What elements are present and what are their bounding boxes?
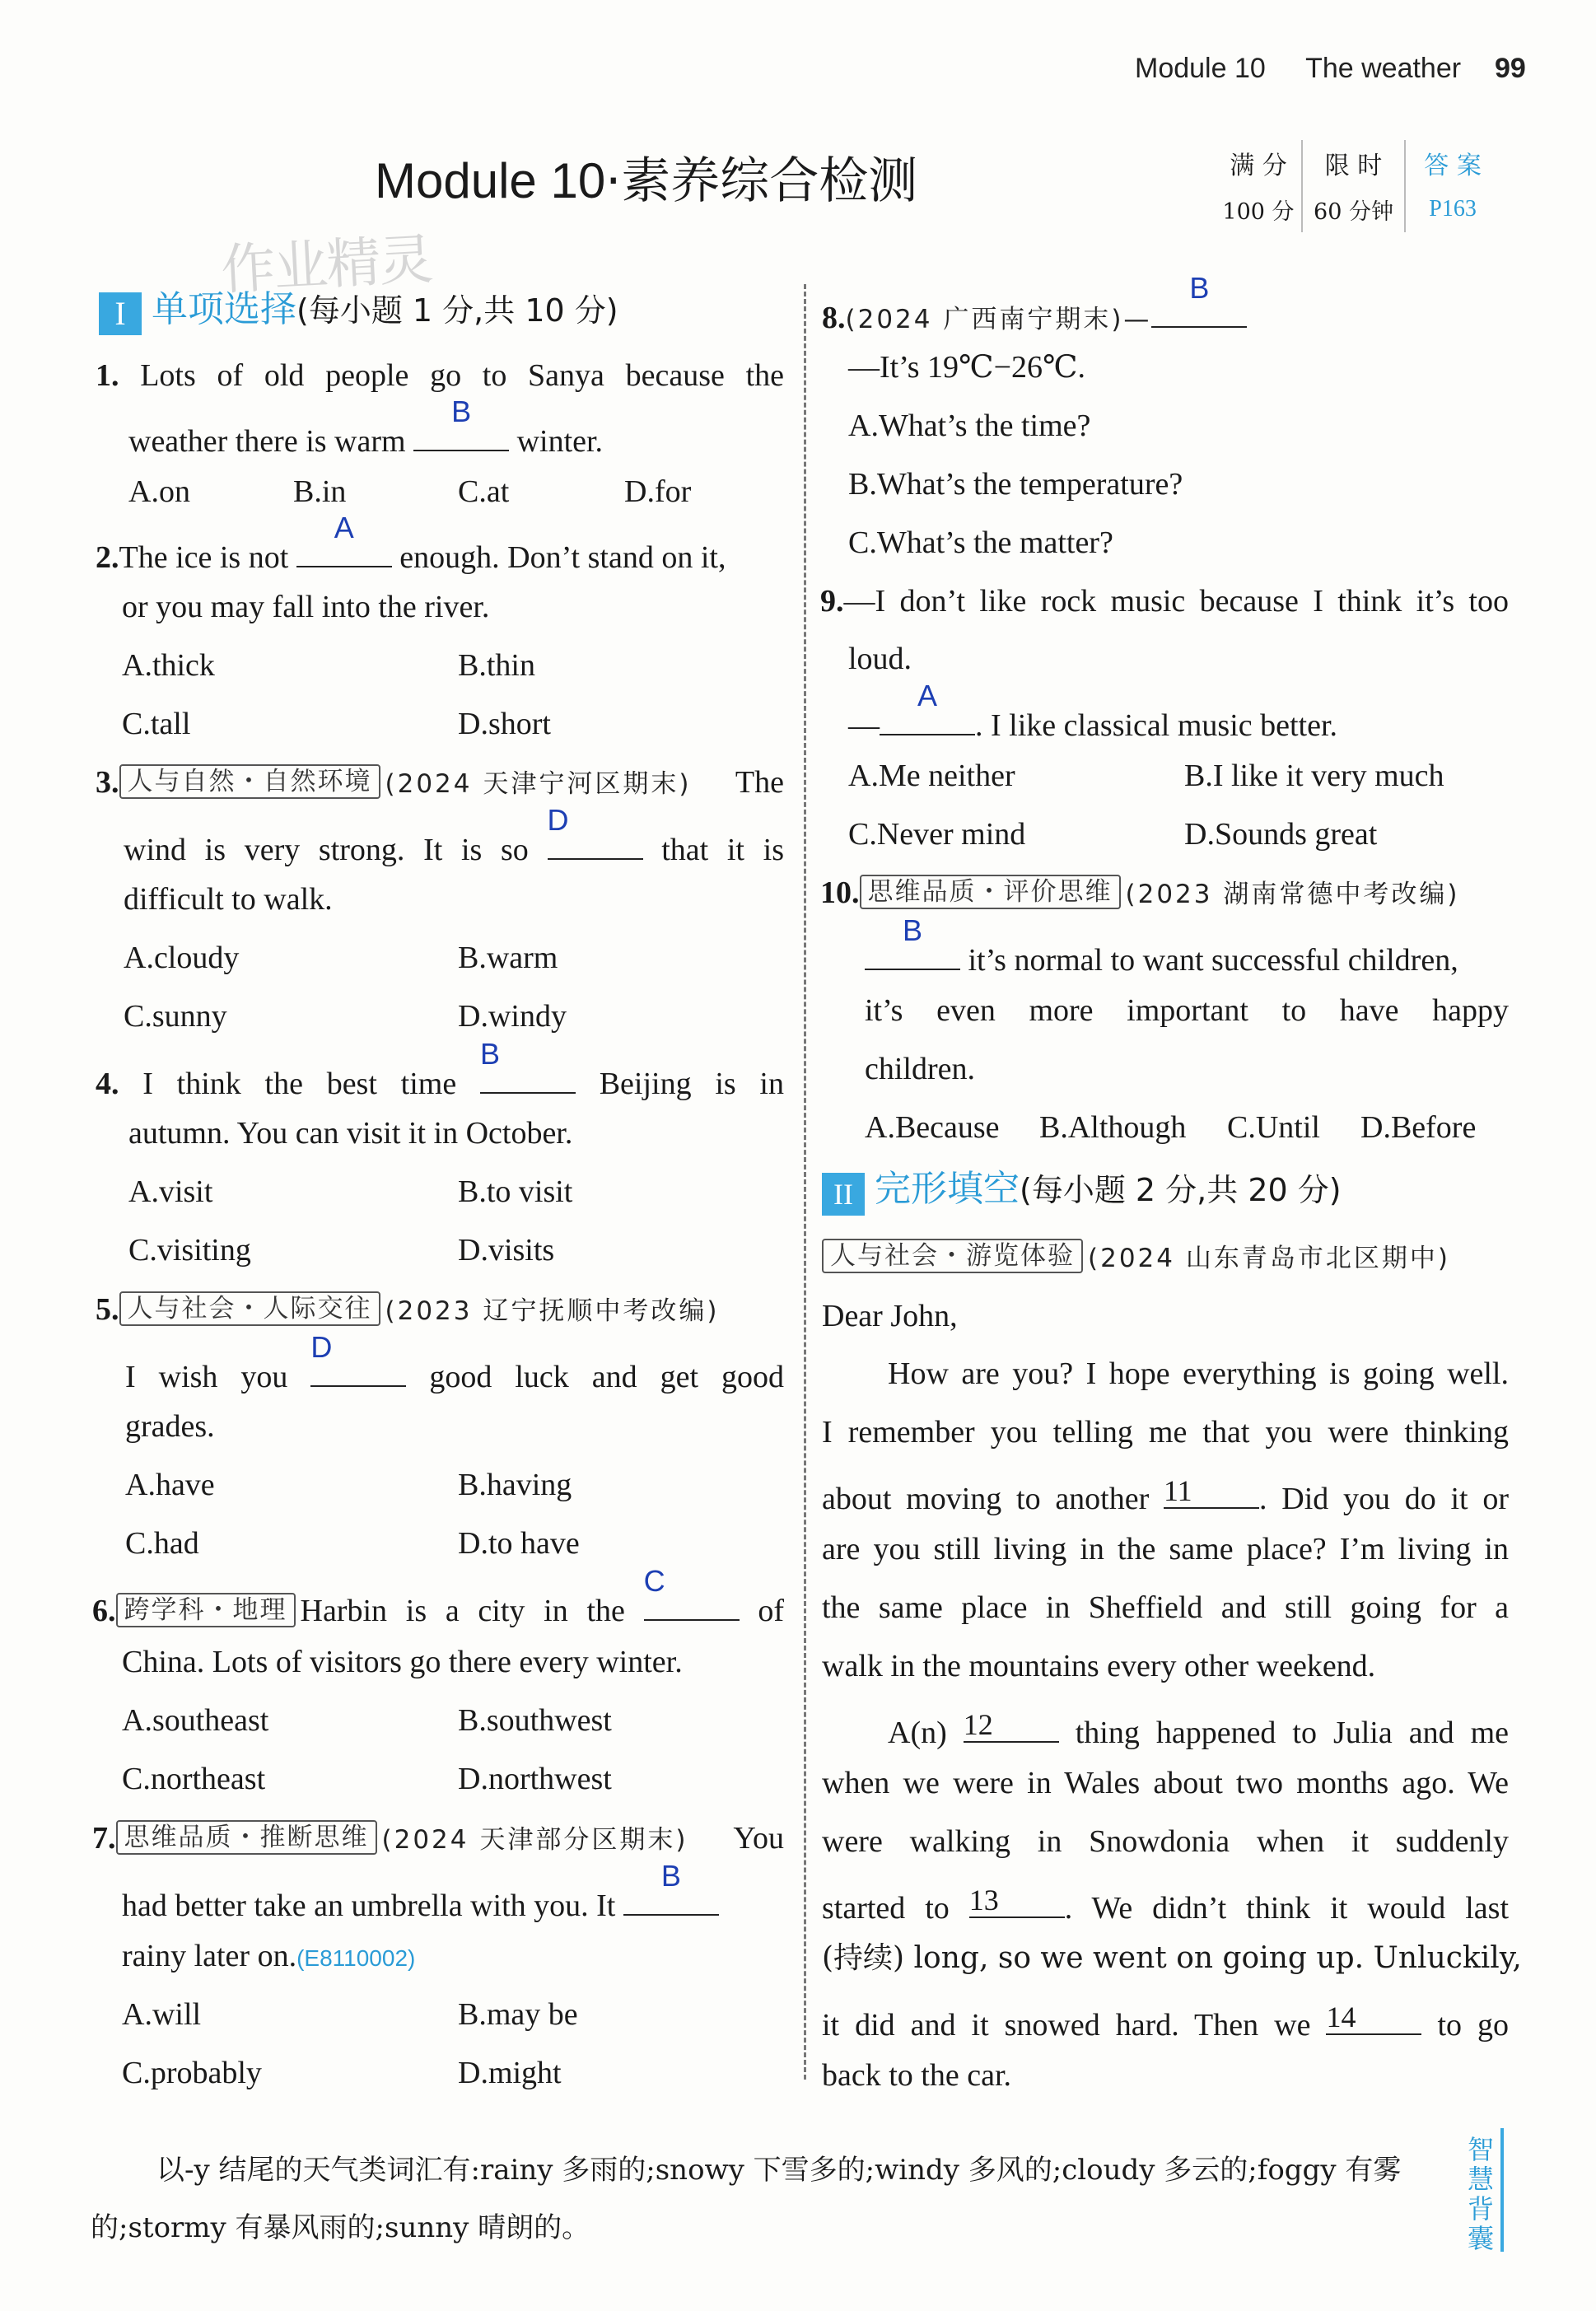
q1-line1 [96,356,784,395]
cloze-text10a: started to [822,1891,950,1926]
q4-option-c: C.visiting [128,1233,251,1268]
q5-line1 [96,1290,719,1331]
q1-option-c: C.at [458,474,510,509]
q5-line2 [125,1330,785,1397]
q5-answer: D [310,1330,333,1364]
cloze-text3b: . Did you do it or [1259,1482,1509,1516]
cloze-line4: are you still living in the same place? I’m living in [822,1532,1509,1566]
q1-text3: winter. [516,424,604,459]
q7-line1 [92,1818,784,1860]
section2-heading [822,1166,1342,1216]
q10-option-b: B.Although [1039,1110,1187,1145]
q8-source: (2024 广西南宁期末)— [845,305,1152,334]
q2-option-d: D.short [458,707,551,741]
cloze-line3 [822,1471,1509,1519]
q1-answer: B [451,395,472,428]
q5-number: 5. [96,1292,119,1327]
q9-line3 [848,679,1338,745]
cloze-line1: How are you? I hope everything is going well. [888,1356,1509,1391]
tip-line1: 以-y 结尾的天气类词汇有:rainy 多雨的;snowy 下雪多的;windy 多风的;cloudy 多云的;foggy 有雾 [156,2154,1402,2187]
q4-number: 4. [96,1067,119,1101]
q7-source: (2024 天津部分区期末) [381,1825,688,1855]
q9-line1 [820,581,1509,621]
q2-option-c: C.tall [122,707,191,741]
q7-blank [623,1859,719,1916]
cloze-line2: I remember you telling me that you were thinking [822,1415,1509,1450]
cloze-line7 [888,1705,1509,1753]
side-label-bar [1500,2128,1504,2252]
q10-line2 [865,913,1458,980]
q6-option-c: C.northeast [122,1762,266,1796]
q8-line1 [822,271,1247,339]
q10-answer: B [902,913,922,947]
q7-text2: had better take an umbrella with you. It [122,1888,616,1923]
q4-text2: Beijing is in [599,1067,784,1101]
q9-text2: — [848,708,880,743]
q9-number: 9. [820,584,844,619]
q8-option-c: C.What’s the matter? [848,525,1113,560]
q3-option-c: C.sunny [124,999,227,1034]
q1-option-b: B.in [293,474,347,509]
q6-text: Harbin is a city in the [300,1594,625,1628]
q10-text: it’s normal to want successful children, [968,943,1458,978]
q7-answer: B [660,1859,681,1893]
cloze-source-line [822,1237,1450,1278]
q9-option-a: A.Me neither [848,759,1015,793]
q3-text3: that it is [661,833,784,867]
q1-text2: weather there is warm [128,424,406,459]
section2-number: II [822,1173,865,1216]
q5-option-b: B.having [458,1468,572,1502]
info-table [1216,140,1500,232]
q2-text2: enough. Don’t stand on it, [399,540,726,575]
q4-option-b: B.to visit [458,1174,573,1209]
q9-option-c: C.Never mind [848,817,1026,852]
q2-option-a: A.thick [122,648,215,683]
q7-option-a: A.will [122,1997,202,2032]
label-answer: 答 案 [1405,140,1500,186]
q10-source: (2023 湖南常德中考改编) [1125,880,1460,909]
q7-text: You [733,1821,784,1856]
q1-blank [413,395,509,451]
q2-line1 [96,511,726,577]
q3-option-a: A.cloudy [124,941,240,975]
q3-blank [547,803,643,860]
q3-number: 3. [96,765,119,800]
cloze-text12b: to go [1437,2008,1510,2043]
q7-text3: rainy later on. [122,1939,297,1973]
q3-answer: D [547,803,569,837]
section1-title: 单项选择 [152,288,296,330]
section2-score: (每小题 2 分,共 20 分) [1020,1172,1342,1208]
page-number: 99 [1494,53,1526,84]
side-label [1466,2135,1496,2253]
label-time-limit: 限 时 [1302,140,1405,186]
q8-answer: B [1189,271,1210,305]
q5-text2: good luck and get good [429,1360,785,1394]
q4-blank [479,1037,576,1094]
q4-answer: B [479,1037,500,1071]
cloze-blank-13 [969,1880,1065,1918]
q1-line2 [128,395,604,461]
q5-line3: grades. [125,1409,215,1444]
value-time-limit: 60 分钟 [1302,186,1405,232]
q4-text: I think the best time [142,1067,457,1101]
q3-option-b: B.warm [458,941,558,975]
q6-line1 [92,1564,784,1631]
q9-line2: loud. [848,642,912,676]
q8-number: 8. [822,301,846,335]
q8-option-a: A.What’s the time? [848,409,1091,443]
q5-option-a: A.have [125,1468,215,1502]
side-char-2: 慧 [1467,2164,1494,2195]
cloze-line10 [822,1880,1509,1928]
cloze-blank-12 [964,1705,1059,1743]
q6-number: 6. [92,1594,116,1628]
q8-blank [1151,271,1247,328]
q6-line2: China. Lots of visitors go there every winter. [122,1645,683,1679]
cloze-line12 [822,1997,1509,2045]
header-module: Module 10 [1135,53,1266,84]
q1-text: Lots of old people go to Sanya because the [140,358,784,393]
cloze-greeting: Dear John, [822,1299,958,1333]
q6-option-d: D.northwest [458,1762,612,1796]
running-header [1135,53,1526,85]
section2-title: 完形填空 [875,1168,1020,1210]
q3-line3: difficult to walk. [124,882,333,917]
q1-option-a: A.on [128,474,190,509]
q10-number: 10. [820,875,860,910]
q6-text2: of [758,1594,784,1628]
cloze-line8: when we were in Wales about two months ago. We [822,1766,1509,1800]
q10-line1 [820,873,1459,914]
cloze-text7b: thing happened to Julia and me [1075,1716,1509,1750]
q4-option-d: D.visits [458,1233,555,1268]
q10-option-a: A.Because [865,1110,1000,1145]
q5-text: I wish you [125,1360,288,1394]
q3-text: The [735,765,784,800]
label-full-score: 满 分 [1230,152,1287,180]
q10-option-d: D.Before [1360,1110,1477,1145]
cloze-text10b: . We didn’t think it would last [1064,1891,1509,1926]
q3-source: (2024 天津宁河区期末) [385,769,692,799]
q10-tag: 思维品质・评价思维 [860,875,1121,909]
cloze-text3a: about moving to another [822,1482,1150,1516]
q8-line2: —It’s 19℃−26℃. [848,350,1086,385]
q2-line2: or you may fall into the river. [122,590,490,624]
cloze-tag: 人与社会・游览体验 [822,1239,1083,1273]
cloze-text12a: it did and it snowed hard. Then we [822,2008,1311,2043]
q9-option-d: D.Sounds great [1184,817,1378,852]
q3-tag: 人与自然・自然环境 [119,764,380,799]
q6-answer: C [643,1564,665,1598]
cloze-line13: back to the car. [822,2058,1012,2093]
q3-text2: wind is very strong. It is so [124,833,529,867]
cloze-blank-11 [1164,1471,1259,1509]
title-name: 素养综合检测 [621,152,918,210]
q2-option-b: B.thin [458,648,535,683]
value-answer-page: P163 [1405,186,1500,232]
cloze-line5: the same place in Sheffield and still going for a [822,1590,1509,1625]
title-module: Module 10 [375,153,606,208]
section1-number: I [99,292,142,335]
q7-line2 [122,1859,719,1926]
blank-11-number: 11 [1164,1474,1192,1507]
blank-14-number: 14 [1326,2001,1356,2033]
cloze-line11: (持续) long, so we went on going up. Unluckily, [822,1941,1522,1975]
side-char-4: 囊 [1467,2223,1494,2254]
q5-option-c: C.had [125,1526,199,1561]
q5-source: (2023 辽宁抚顺中考改编) [385,1296,720,1326]
value-full-score: 100 分 [1222,198,1295,225]
q9-text3: . I like classical music better. [975,708,1338,743]
q4-line1 [96,1037,784,1104]
q10-line4: children. [865,1052,976,1086]
side-char-1: 智 [1467,2134,1494,2165]
q8-option-b: B.What’s the temperature? [848,467,1183,502]
q10-line3: it’s even more important to have happy [865,993,1509,1028]
q9-blank [880,679,975,735]
q2-answer: A [334,511,354,544]
vocab-tip [91,2141,1433,2257]
q6-option-b: B.southwest [458,1703,612,1738]
cloze-line9: were walking in Snowdonia when it suddenly [822,1824,1509,1859]
q2-blank [296,511,392,567]
cloze-blank-14 [1326,1997,1421,2035]
q6-blank [643,1564,740,1621]
cloze-text7a: A(n) [888,1716,947,1750]
q9-text: —I don’t like rock music because I think it’s too [843,584,1509,619]
page-title [375,152,917,211]
blank-13-number: 13 [968,1884,999,1916]
watermark: 作业精灵 [219,227,434,302]
section1-heading [99,287,618,335]
q7-reference-code: (E8110002) [296,1945,416,1971]
q9-answer: A [917,679,937,712]
q4-line2: autumn. You can visit it in October. [128,1116,573,1151]
q5-option-d: D.to have [458,1526,580,1561]
q7-option-d: D.might [458,2056,562,2090]
q1-number: 1. [96,358,119,393]
q5-tag: 人与社会・人际交往 [119,1291,380,1326]
q7-option-b: B.may be [458,1997,578,2032]
q3-line2 [124,803,784,870]
q7-option-c: C.probably [122,2056,262,2090]
q7-line3 [122,1936,415,1978]
side-char-3: 背 [1467,2193,1494,2225]
q9-option-b: B.I like it very much [1184,759,1444,793]
cloze-source: (2024 山东青岛市北区期中) [1088,1244,1450,1273]
section1-score: (每小题 1 分,共 10 分) [296,292,618,329]
q6-option-a: A.southeast [122,1703,269,1738]
q6-tag: 跨学科・地理 [116,1593,296,1627]
cloze-line6: walk in the mountains every other weekend. [822,1649,1376,1683]
q7-tag: 思维品质・推断思维 [116,1820,377,1855]
blank-12-number: 12 [963,1708,993,1741]
q3-option-d: D.windy [458,999,567,1034]
column-divider [804,284,806,2080]
header-topic: The weather [1305,53,1462,84]
q5-blank [310,1330,406,1387]
tip-line2: 的;stormy 有暴风雨的;sunny 晴朗的。 [91,2211,590,2244]
q4-option-a: A.visit [128,1174,213,1209]
q10-option-c: C.Until [1227,1110,1320,1145]
q10-blank [865,913,960,970]
q7-number: 7. [92,1821,116,1856]
title-dot: · [605,152,622,210]
q2-number: 2. [96,540,119,575]
q2-text: The ice is not [119,540,289,575]
q3-line1 [96,763,784,804]
q1-option-d: D.for [624,474,692,509]
